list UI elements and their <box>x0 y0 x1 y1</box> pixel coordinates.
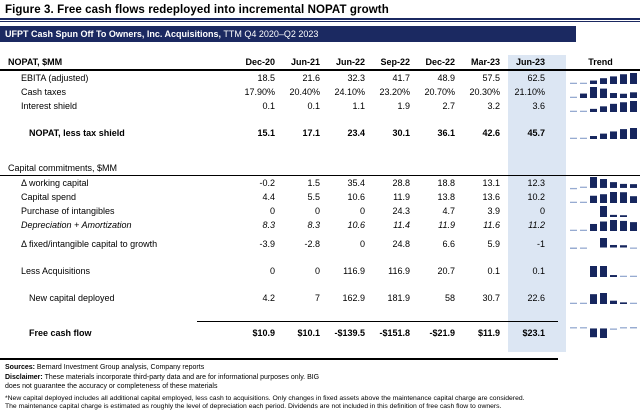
table-row <box>0 99 640 113</box>
banner-bold-text: UFPT Cash Spun Off To Owners, Inc. Acquisitions, <box>5 29 222 39</box>
sources-label: Sources: <box>5 364 35 371</box>
trend-sparkline <box>569 85 639 99</box>
trend-cell <box>549 85 640 99</box>
row-label: Interest shield <box>21 101 78 111</box>
trend-cell <box>549 218 640 232</box>
row-label: Δ fixed/intangible capital to growth <box>21 239 158 249</box>
value-cell: 58 <box>444 293 455 303</box>
row-label: Depreciation + Amortization <box>21 220 132 230</box>
value-cell: 62.5 <box>527 73 545 83</box>
trend-sparkline <box>569 237 639 251</box>
column-header: Mar-23 <box>470 57 500 67</box>
table-row <box>0 291 640 305</box>
trend-sparkline <box>569 99 639 113</box>
table-row <box>0 325 640 340</box>
value-cell: 24.3 <box>392 206 410 216</box>
row-label: Cash taxes <box>21 87 67 97</box>
trend-cell <box>549 326 640 340</box>
value-cell: 0 <box>314 266 320 276</box>
value-cell: 3.9 <box>487 206 500 216</box>
value-cell: 10.6 <box>347 220 365 230</box>
value-cell: 116.9 <box>343 266 365 276</box>
footnote-2: The maintenance capital charge is estimated as roughly the level of depreciation each period. Dividends are not included in this definition of free cash flow to owners. <box>5 403 502 410</box>
value-cell: 0.1 <box>307 101 320 111</box>
value-cell: 21.10% <box>514 87 545 97</box>
value-cell: 20.7 <box>437 266 455 276</box>
trend-cell <box>549 99 640 113</box>
value-cell: 45.7 <box>527 128 545 138</box>
value-cell: -$21.9 <box>429 327 455 338</box>
value-cell: 11.4 <box>393 220 410 230</box>
value-cell: 15.1 <box>257 128 275 138</box>
value-cell: 57.5 <box>482 73 500 83</box>
row-spacer <box>0 251 640 264</box>
value-cell: 21.6 <box>302 73 320 83</box>
table-row <box>0 126 640 140</box>
value-cell: $23.1 <box>522 327 545 338</box>
value-cell: 18.8 <box>437 178 455 188</box>
title-rule <box>0 18 640 22</box>
value-cell: 4.4 <box>262 192 275 202</box>
table-row <box>0 218 640 232</box>
data-table <box>0 55 640 352</box>
value-cell: 20.40% <box>289 87 320 97</box>
banner-regular-text: TTM Q4 2020–Q2 2023 <box>221 29 319 39</box>
value-cell: 24.10% <box>334 87 365 97</box>
value-cell: 13.6 <box>482 192 500 202</box>
trend-cell <box>549 291 640 305</box>
sources-line <box>5 363 640 373</box>
value-cell: 32.3 <box>347 73 365 83</box>
trend-sparkline <box>569 204 639 218</box>
table-banner <box>0 26 576 42</box>
value-cell: 17.1 <box>302 128 320 138</box>
value-cell: 0.1 <box>487 266 500 276</box>
row-label: Less Acquisitions <box>21 266 91 276</box>
value-cell: 5.9 <box>487 239 500 249</box>
column-header: Dec-20 <box>245 57 275 67</box>
table-row <box>0 176 640 190</box>
value-cell: 1.9 <box>397 101 410 111</box>
trend-cell <box>549 264 640 278</box>
table-header-row <box>0 55 640 71</box>
trend-cell <box>549 237 640 251</box>
table-row <box>0 204 640 218</box>
trend-cell <box>549 204 640 218</box>
value-cell: 11.2 <box>528 220 545 230</box>
trend-sparkline <box>569 264 639 278</box>
value-cell: -$151.8 <box>379 327 410 338</box>
value-cell: 41.7 <box>392 73 410 83</box>
value-cell: 0 <box>359 206 365 216</box>
row-label: EBITA (adjusted) <box>21 73 89 83</box>
value-cell: 12.3 <box>527 178 545 188</box>
value-cell: -2.8 <box>304 239 320 249</box>
value-cell: 8.3 <box>307 220 320 230</box>
value-cell: 13.1 <box>482 178 500 188</box>
trend-column-header: Trend <box>588 57 613 67</box>
value-cell: 24.8 <box>392 239 410 249</box>
footnote-1: *New capital deployed includes all additional capital employed, less cash to acquisitions. Only changes in fixed assets above the maintenance capital charge are considered. <box>5 394 525 402</box>
value-cell: 0 <box>269 266 275 276</box>
row-label: Capital spend <box>21 192 77 202</box>
value-cell: 1.5 <box>307 178 320 188</box>
value-cell: 0 <box>314 206 320 216</box>
value-cell: 11.6 <box>483 220 500 230</box>
value-cell: 6.6 <box>442 239 455 249</box>
value-cell: 4.7 <box>442 206 455 216</box>
value-cell: 20.70% <box>424 87 455 97</box>
value-cell: 10.2 <box>527 192 545 202</box>
disclaimer-line <box>5 373 640 383</box>
value-cell: 0 <box>269 206 275 216</box>
value-cell: 2.7 <box>442 101 455 111</box>
value-cell: 5.5 <box>307 192 320 202</box>
value-cell: 13.8 <box>437 192 455 202</box>
bottom-rule <box>0 358 558 360</box>
trend-cell <box>549 190 640 204</box>
value-cell: 28.8 <box>392 178 410 188</box>
table-corner-label: NOPAT, $MM <box>8 57 63 67</box>
total-rule <box>197 321 558 322</box>
row-spacer <box>0 278 640 291</box>
sources-text: Bernard Investment Group analysis, Company reports <box>34 364 205 371</box>
disclaimer-line-2: does not guarantee the accuracy or completeness of these materials <box>5 383 218 390</box>
trend-sparkline <box>569 218 639 232</box>
value-cell: $11.9 <box>477 327 500 338</box>
value-cell: 36.1 <box>437 128 455 138</box>
value-cell: 11.9 <box>393 192 410 202</box>
row-spacer <box>0 113 640 126</box>
value-cell: 162.9 <box>342 293 365 303</box>
table-row <box>0 237 640 251</box>
value-cell: 48.9 <box>437 73 455 83</box>
row-label: Δ working capital <box>21 178 89 188</box>
trend-sparkline <box>569 126 639 140</box>
value-cell: 23.20% <box>379 87 410 97</box>
row-spacer <box>0 305 640 318</box>
row-label: New capital deployed <box>29 293 115 303</box>
value-cell: 11.9 <box>438 220 455 230</box>
value-cell: 23.4 <box>347 128 365 138</box>
value-cell: 181.9 <box>387 293 410 303</box>
value-cell: 0.1 <box>532 266 545 276</box>
value-cell: -1 <box>536 239 545 249</box>
value-cell: 7 <box>314 293 320 303</box>
footer <box>0 363 640 392</box>
section-header-label: Capital commitments, $MM <box>8 163 118 173</box>
value-cell: -3.9 <box>259 239 275 249</box>
value-cell: 3.2 <box>487 101 500 111</box>
trend-cell <box>549 126 640 140</box>
disclaimer-text: These materials incorporate third-party data and are for informational purposes only. BIG <box>42 373 320 381</box>
value-cell: $10.9 <box>252 327 275 338</box>
column-header: Dec-22 <box>425 57 455 67</box>
section-header-row <box>0 162 640 176</box>
value-cell: 3.6 <box>532 101 545 111</box>
trend-cell <box>549 71 640 85</box>
trend-cell <box>549 176 640 190</box>
footnotes <box>0 395 640 412</box>
trend-sparkline <box>569 176 639 190</box>
row-label: NOPAT, less tax shield <box>29 128 125 138</box>
value-cell: -0.2 <box>259 178 275 188</box>
value-cell: 30.1 <box>392 128 410 138</box>
column-header: Jun-21 <box>290 57 320 67</box>
value-cell: -$139.5 <box>334 327 365 338</box>
figure-title: Figure 3. Free cash flows redeployed into incremental NOPAT growth <box>5 4 389 16</box>
trend-sparkline <box>569 190 639 204</box>
trend-sparkline <box>569 291 639 305</box>
table-row <box>0 264 640 278</box>
table-row <box>0 190 640 204</box>
value-cell: 18.5 <box>257 73 275 83</box>
column-header: Sep-22 <box>380 57 410 67</box>
value-cell: 116.9 <box>388 266 410 276</box>
column-header: Jun-22 <box>335 57 365 67</box>
disclaimer-label: Disclaimer: <box>5 373 43 381</box>
value-cell: 42.6 <box>482 128 500 138</box>
value-cell: 0 <box>359 239 365 249</box>
value-cell: 30.7 <box>482 293 500 303</box>
value-cell: 20.30% <box>469 87 500 97</box>
trend-sparkline <box>569 71 639 85</box>
row-label: Purchase of intangibles <box>21 206 115 216</box>
value-cell: 35.4 <box>347 178 365 188</box>
row-label: Free cash flow <box>29 327 92 338</box>
value-cell: 4.2 <box>262 293 275 303</box>
value-cell: 22.6 <box>527 293 545 303</box>
value-cell: 1.1 <box>352 101 365 111</box>
column-header: Jun-23 <box>515 57 545 67</box>
value-cell: 0.1 <box>262 101 275 111</box>
table-body <box>0 71 640 340</box>
value-cell: 17.90% <box>244 87 275 97</box>
trend-sparkline <box>569 326 639 340</box>
table-row <box>0 85 640 99</box>
value-cell: 8.3 <box>262 220 275 230</box>
table-row <box>0 71 640 85</box>
value-cell: 10.6 <box>347 192 365 202</box>
value-cell: $10.1 <box>297 327 320 338</box>
row-spacer <box>0 140 640 162</box>
value-cell: 0 <box>539 206 545 216</box>
